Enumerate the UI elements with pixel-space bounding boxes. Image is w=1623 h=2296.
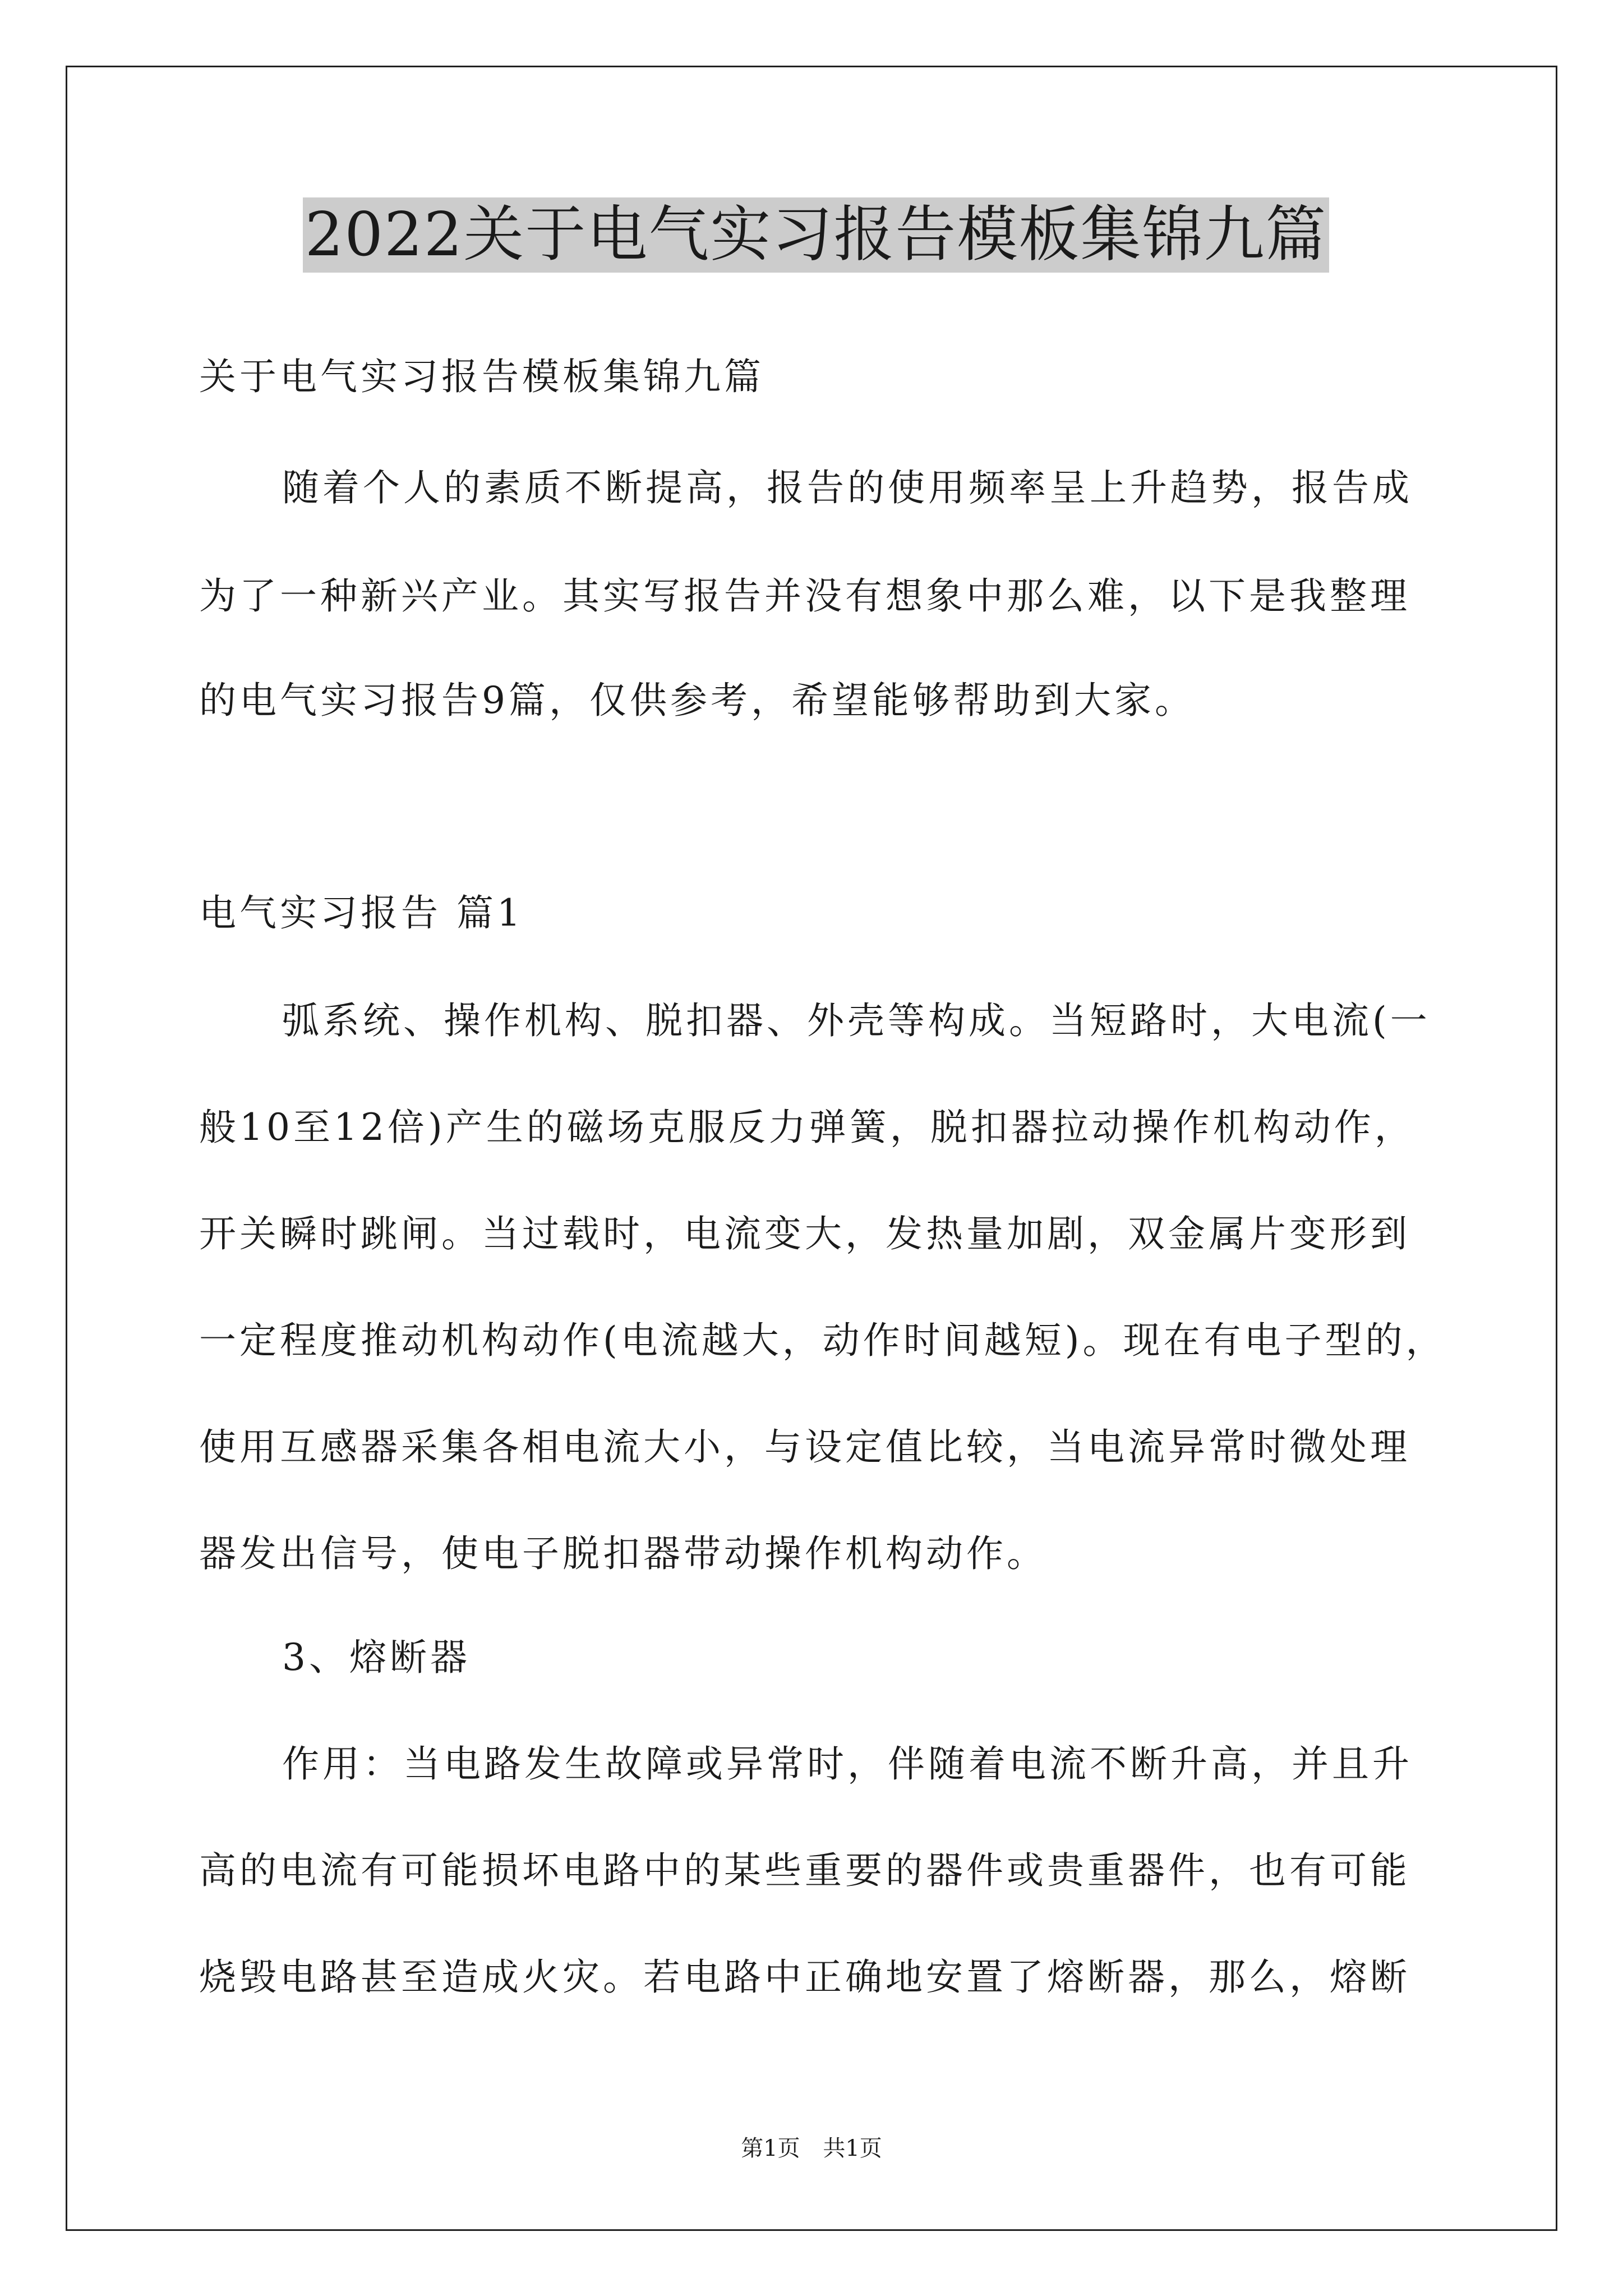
- page-total: 共1页: [823, 2136, 882, 2161]
- section-line-5: 使用互感器采集各相电流大小，与设定值比较，当电流异常时微处理: [199, 1425, 1410, 1469]
- intro-line-1: 随着个人的素质不断提高，报告的使用频率呈上升趋势，报告成: [282, 466, 1413, 509]
- section-line-3: 开关瞬时跳闸。当过载时，电流变大，发热量加剧，双金属片变形到: [199, 1212, 1410, 1255]
- page-footer: [0, 2134, 1623, 2162]
- section-line-2: 般10至12倍)产生的磁场克服反力弹簧，脱扣器拉动操作机构动作，: [199, 1106, 1415, 1149]
- title-container: [199, 197, 1433, 273]
- item-line-2: 高的电流有可能损坏电路中的某些重要的器件或贵重器件，也有可能: [199, 1849, 1410, 1892]
- item-line-3: 烧毁电路甚至造成火灾。若电路中正确地安置了熔断器，那么，熔断: [199, 1955, 1410, 1999]
- section-heading: 电气实习报告 篇1: [199, 891, 524, 935]
- intro-line-3: 的电气实习报告9篇，仅供参考，希望能够帮助到大家。: [199, 679, 1195, 722]
- item-line-1: 作用：当电路发生故障或异常时，伴随着电流不断升高，并且升: [282, 1742, 1413, 1786]
- subtitle: 关于电气实习报告模板集锦九篇: [199, 355, 764, 398]
- item-heading: 3、熔断器: [282, 1636, 471, 1679]
- page-number: 第1页: [741, 2136, 800, 2161]
- intro-line-2: 为了一种新兴产业。其实写报告并没有想象中那么难，以下是我整理: [199, 574, 1410, 618]
- document-title: 2022关于电气实习报告模板集锦九篇: [303, 197, 1330, 273]
- section-line-6: 器发出信号，使电子脱扣器带动操作机构动作。: [199, 1532, 1047, 1575]
- section-line-4: 一定程度推动机构动作(电流越大，动作时间越短)。现在有电子型的，: [199, 1319, 1446, 1362]
- section-line-1: 弧系统、操作机构、脱扣器、外壳等构成。当短路时，大电流(一: [282, 999, 1431, 1042]
